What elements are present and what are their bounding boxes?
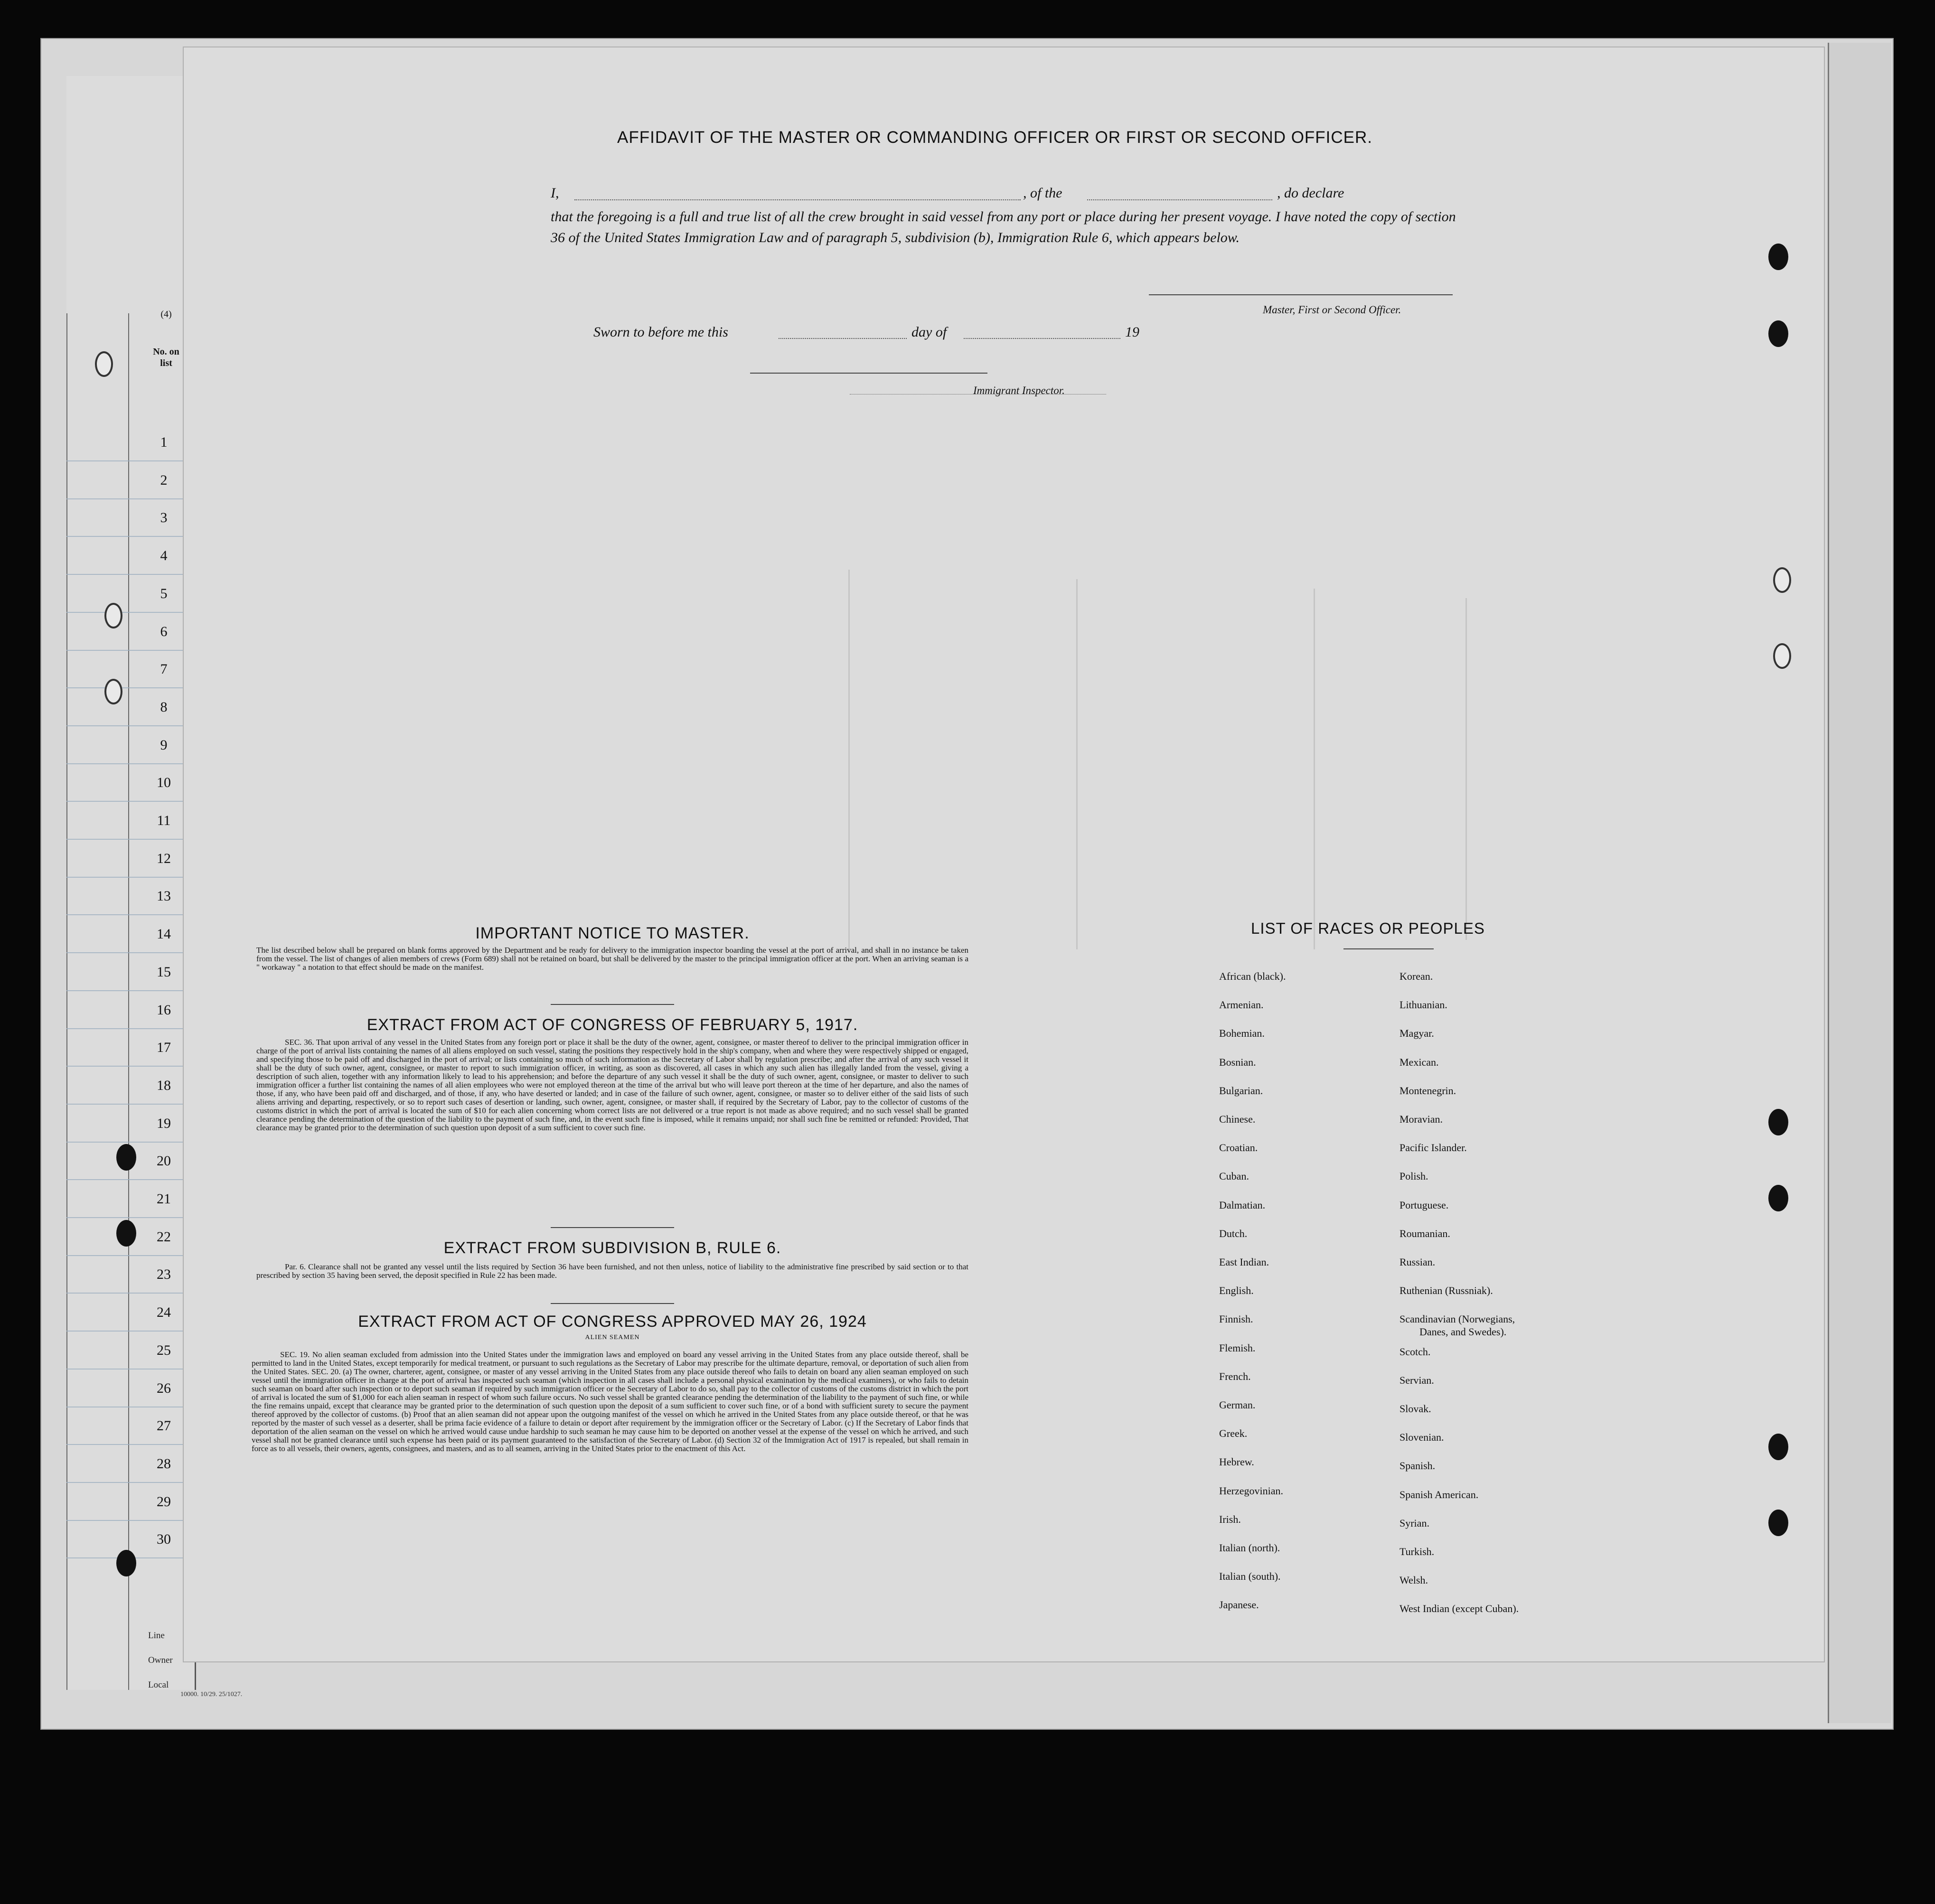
row-rule bbox=[66, 801, 195, 802]
extract-rule6-title: EXTRACT FROM SUBDIVISION B, RULE 6. bbox=[443, 1239, 781, 1257]
row-rule bbox=[66, 839, 195, 840]
row-rule bbox=[66, 1179, 195, 1180]
line-number: 29 bbox=[157, 1493, 171, 1510]
row-rule bbox=[66, 1217, 195, 1218]
race-item: Armenian. bbox=[1219, 999, 1264, 1011]
extract-1917-title: EXTRACT FROM ACT OF CONGRESS OF FEBRUARY 5, 1917. bbox=[366, 1016, 858, 1034]
race-item: Dalmatian. bbox=[1219, 1199, 1266, 1211]
race-item: Spanish. bbox=[1400, 1460, 1436, 1472]
row-rule bbox=[66, 1520, 195, 1521]
row-rule bbox=[66, 914, 195, 915]
race-item: Welsh. bbox=[1400, 1574, 1428, 1586]
race-item: Chinese. bbox=[1219, 1113, 1256, 1125]
line-number: 26 bbox=[157, 1380, 171, 1396]
notice-title: IMPORTANT NOTICE TO MASTER. bbox=[475, 924, 750, 942]
punch-hole-icon bbox=[116, 1220, 136, 1247]
race-item: Flemish. bbox=[1219, 1341, 1256, 1354]
race-item: Magyar. bbox=[1400, 1027, 1434, 1040]
race-item: Servian. bbox=[1400, 1374, 1434, 1386]
affidavit-of-the: , of the bbox=[1023, 185, 1062, 201]
punch-hole-icon bbox=[1768, 1434, 1788, 1460]
race-item: Dutch. bbox=[1219, 1227, 1248, 1239]
punch-hole-icon bbox=[1768, 320, 1788, 347]
row-rule bbox=[66, 1066, 195, 1067]
race-item: Roumanian. bbox=[1400, 1227, 1450, 1239]
race-item: Montenegrin. bbox=[1400, 1084, 1456, 1097]
divider bbox=[551, 1227, 674, 1228]
race-item: Herzegovinian. bbox=[1219, 1484, 1283, 1497]
day-of-text: day of bbox=[911, 324, 947, 340]
race-item: Japanese. bbox=[1219, 1599, 1259, 1611]
punch-hole-icon bbox=[1768, 1510, 1788, 1536]
line-number: 1 bbox=[160, 434, 168, 450]
punch-hole-icon bbox=[1768, 1185, 1788, 1211]
line-number: 20 bbox=[157, 1153, 171, 1169]
punch-hole-icon bbox=[1773, 643, 1791, 669]
inspector-label: Immigrant Inspector. bbox=[973, 385, 1065, 396]
extract-rule6-body: Par. 6. Clearance shall not be granted any vessel until the lists required by Section 36 have been furnished, and not then unless, notice of liability to the administrative fine prescribed by said section or to that prescribed by section 35 having been served, the deposit specified in Rule 22 has been made. bbox=[256, 1262, 968, 1280]
punch-hole-icon bbox=[1768, 1109, 1788, 1135]
line-number: 11 bbox=[157, 813, 171, 828]
punch-hole-icon bbox=[104, 679, 122, 704]
divider bbox=[1343, 948, 1434, 949]
line-number: 23 bbox=[157, 1266, 171, 1283]
race-item: Pacific Islander. bbox=[1400, 1142, 1467, 1154]
vessel-field-line bbox=[1087, 199, 1272, 200]
race-item: Italian (north). bbox=[1219, 1542, 1280, 1554]
line-number: 24 bbox=[157, 1304, 171, 1321]
line-number: 13 bbox=[157, 888, 171, 904]
race-item: Finnish. bbox=[1219, 1313, 1253, 1325]
race-item: English. bbox=[1219, 1285, 1254, 1297]
line-number: 30 bbox=[157, 1531, 171, 1548]
race-item: West Indian (except Cuban). bbox=[1400, 1603, 1519, 1615]
race-item: Syrian. bbox=[1400, 1517, 1429, 1529]
row-rule bbox=[66, 498, 195, 499]
signature-line bbox=[1149, 294, 1453, 295]
name-field-line bbox=[574, 199, 1021, 200]
notice-body: The list described below shall be prepared on blank forms approved by the Department and be ready for delivery to the immigration inspector boarding the vessel at the port of arrival, and shall in no instance be taken from the vessel. The list of changes of alien members of crews (Form 689) shall not be retained on board, but shall be delivered by the master to the principal immigration officer at the port. When an arriving seaman is a " workaway " a notation to that effect should be made on the manifest. bbox=[256, 946, 968, 972]
race-item: East Indian. bbox=[1219, 1256, 1269, 1268]
race-item: Slovak. bbox=[1400, 1403, 1431, 1415]
row-rule bbox=[66, 952, 195, 953]
row-rule bbox=[66, 1331, 195, 1332]
extract-1917-body: SEC. 36. That upon arrival of any vessel in the United States from any foreign port or place it shall be the duty of the owner, agent, consignee, or master thereof to deliver to the principal immigration officer in charge of the port of arrival lists containing the names of all aliens employed on such vessel, stating the positions they respectively hold in the ship's company, when and where they were respectively shipped or engaged, and specifying those to be paid off and discharged in the port of arrival; or lists containing so much of such information as the Secretary of Labor shall by regulation prescribe; and after the arrival of any such vessel it shall be the duty of such owner, agent, consignee, or master to report to such immigration officer, in writing, as soon as discovered, all cases in which any such alien has illegally landed from the vessel, giving a description of such alien, together with any information likely to lead to his apprehension; and before the departure of any such vessel it shall be the duty of such owner, agent, consignee, or master to deliver to such immigration officer a further list containing the names of all alien employees who were not employed thereon at the time of the arrival but who will leave port thereon at the time of her departure, and also the names of those, if any, who have been paid off and discharged, and of those, if any, who have deserted or landed; and in case of the failure of such owner, agent, consignee, or master so to deliver either of the said lists of such aliens arriving and departing, respectively, or so to report such cases of desertion or landing, such owner, agent, consignee, or master shall, if required by the Secretary of Labor, pay to the collector of customs of the customs district in which the port of arrival is located the sum of $10 for each alien concerning whom correct lists are not delivered or a true report is not made as above required; and no such vessel shall be granted clearance pending the determination of the question of the liability to the payment of such fine, and, in the event such fine is imposed, while it remains unpaid; nor shall such fine be remitted or refunded: Provided, That clearance may be granted prior to the determination of such question upon deposit of a sum sufficient to cover such fine. bbox=[256, 1038, 968, 1132]
line-number: 6 bbox=[160, 623, 168, 639]
row-rule bbox=[66, 574, 195, 575]
line-number: 21 bbox=[157, 1191, 171, 1207]
race-item: Croatian. bbox=[1219, 1142, 1258, 1154]
extract-1924-body: SEC. 19. No alien seaman excluded from admission into the United States under the immigration laws and employed on board any vessel arriving in the United States from any place outside thereof, shall be permitted to land in the United States, except temporarily for medical treatment, or pursuant to such regulations as the Secretary of Labor may prescribe for the ultimate departure, removal, or deportation of such alien from the United States. SEC. 20. (a) The owner, charterer, agent, consignee, or master of any vessel arriving in the United States from any place outside thereof who fails to detain on board any alien seaman employed on such vessel until the immigration officer in charge at the port of arrival has inspected such seaman (which inspection in all cases shall include a personal physical examination by the medical examiners), or who fails to detain such seaman on board after such inspection or to deport such seaman if required by such immigration officer or the Secretary of Labor to do so, shall pay to the collector of customs of the customs district in which the port of arrival is located the sum of $1,000 for each alien seaman in respect of whom such failure occurs. No such vessel shall be granted clearance pending the determination of the liability to the payment of such fine, or while the fine remains unpaid, except that clearance may be granted prior to the determination of such question upon the deposit of a sum sufficient to cover such fine, or of a bond with sufficient surety to secure the payment thereof approved by the collector of customs. (b) Proof that an alien seaman did not appear upon the outgoing manifest of the vessel on which he arrived in the United States from any place outside thereof, or that he was reported by the master of such vessel as a deserter, shall be prima facie evidence of a failure to detain or deport after requirement by the immigration officer or the Secretary of Labor. (c) If the Secretary of Labor finds that deportation of the alien seaman on the vessel on which he arrived would cause undue hardship to such seaman he may cause him to be deported on another vessel at the expense of the vessel on which he arrived, and such vessel shall not be granted clearance until such expense has been paid or its payment guaranteed to the satisfaction of the Secretary of Labor. (d) Section 32 of the Immigration Act of 1917 is repealed, but shall remain in force as to all vessels, their owners, agents, consignees, and masters, and as to all seamen, arriving in the United States prior to the enactment of this Act. bbox=[252, 1350, 968, 1453]
footer-label-owner: Owner bbox=[148, 1655, 173, 1665]
row-rule bbox=[66, 990, 195, 991]
row-rule bbox=[66, 650, 195, 651]
race-item: Slovenian. bbox=[1400, 1431, 1444, 1444]
row-rule bbox=[66, 1482, 195, 1483]
line-number: 27 bbox=[157, 1418, 171, 1434]
footer-labels bbox=[148, 1623, 173, 1698]
race-item: Italian (south). bbox=[1219, 1570, 1281, 1583]
punch-hole-icon bbox=[104, 603, 122, 628]
race-item: Mexican. bbox=[1400, 1056, 1439, 1068]
race-item: Greek. bbox=[1219, 1427, 1248, 1440]
race-item: Bosnian. bbox=[1219, 1056, 1256, 1068]
affidavit-title: AFFIDAVIT OF THE MASTER OR COMMANDING OFFICER OR FIRST OR SECOND OFFICER. bbox=[617, 128, 1373, 147]
row-rule bbox=[66, 460, 195, 461]
race-item: Cuban. bbox=[1219, 1170, 1249, 1182]
line-number: 3 bbox=[160, 510, 168, 526]
row-rule bbox=[66, 1104, 195, 1105]
line-number: 8 bbox=[160, 699, 168, 715]
line-number: 12 bbox=[157, 850, 171, 866]
day-field-line bbox=[779, 338, 907, 339]
row-rule bbox=[66, 763, 195, 764]
row-rule bbox=[66, 612, 195, 613]
race-item: Portuguese. bbox=[1400, 1199, 1449, 1211]
race-item: Scotch. bbox=[1400, 1345, 1431, 1358]
race-item: Spanish American. bbox=[1400, 1488, 1479, 1501]
master-label: Master, First or Second Officer. bbox=[1263, 304, 1401, 316]
race-item: Korean. bbox=[1400, 970, 1433, 982]
race-item: Ruthenian (Russniak). bbox=[1400, 1285, 1493, 1297]
race-item: Scandinavian (Norwegians, bbox=[1400, 1313, 1515, 1325]
affidavit-body: that the foregoing is a full and true list of all the crew brought in said vessel from any port or place during her present voyage. I have noted the copy of section 36 of the United States Immigration Law and of paragraph 5, subdivision (b), Immigration Rule 6, which appears below. bbox=[551, 209, 1456, 245]
row-rule bbox=[66, 687, 195, 688]
line-number: 22 bbox=[157, 1229, 171, 1245]
race-item: German. bbox=[1219, 1399, 1256, 1411]
line-number: 25 bbox=[157, 1342, 171, 1358]
row-rule bbox=[66, 1293, 195, 1294]
divider bbox=[551, 1004, 674, 1005]
race-item: Polish. bbox=[1400, 1170, 1428, 1182]
line-number: 14 bbox=[157, 926, 171, 942]
line-number: 15 bbox=[157, 964, 171, 980]
line-number: 9 bbox=[160, 737, 168, 753]
race-item: Russian. bbox=[1400, 1256, 1436, 1268]
line-number: 18 bbox=[157, 1077, 171, 1093]
races-title: LIST OF RACES OR PEOPLES bbox=[1251, 919, 1485, 937]
extract-1924-title: EXTRACT FROM ACT OF CONGRESS APPROVED MAY 26, 1924 bbox=[358, 1313, 867, 1331]
race-item: Turkish. bbox=[1400, 1546, 1435, 1557]
line-number: 16 bbox=[157, 1002, 171, 1018]
right-page-edge bbox=[1828, 43, 1891, 1723]
punch-hole-icon bbox=[116, 1144, 136, 1171]
affidavit-declare: , do declare bbox=[1277, 185, 1344, 201]
line-number: 10 bbox=[157, 775, 171, 791]
race-item: Bulgarian. bbox=[1219, 1084, 1263, 1097]
race-item: Hebrew. bbox=[1219, 1456, 1254, 1468]
line-number: 28 bbox=[157, 1455, 171, 1472]
line-number: 5 bbox=[160, 585, 168, 601]
column-label: No. on list bbox=[153, 347, 179, 368]
affidavit-i: I, bbox=[551, 185, 559, 201]
punch-hole-icon bbox=[1768, 244, 1788, 270]
punch-hole-icon bbox=[116, 1550, 136, 1576]
race-item: African (black). bbox=[1219, 970, 1286, 982]
row-rule bbox=[66, 536, 195, 537]
row-rule bbox=[66, 1444, 195, 1445]
line-number: 2 bbox=[160, 472, 168, 488]
footer-label-local: Local bbox=[148, 1680, 169, 1690]
print-code: 10000. 10/29. 25/1027. bbox=[180, 1691, 243, 1698]
extract-1924-subtitle: ALIEN SEAMEN bbox=[585, 1334, 640, 1341]
race-item: Irish. bbox=[1219, 1513, 1241, 1525]
line-number: 17 bbox=[157, 1040, 171, 1056]
race-item: Bohemian. bbox=[1219, 1027, 1265, 1040]
sworn-text: Sworn to before me this bbox=[593, 324, 728, 340]
row-rule bbox=[66, 1142, 195, 1143]
race-item: French. bbox=[1219, 1370, 1251, 1382]
row-rule bbox=[66, 1255, 195, 1256]
column-number: (4) bbox=[160, 309, 172, 319]
line-number: 19 bbox=[157, 1115, 171, 1131]
month-field-line bbox=[964, 338, 1120, 339]
row-rule bbox=[66, 1028, 195, 1029]
race-item: Moravian. bbox=[1400, 1113, 1443, 1125]
race-item: Danes, and Swedes). bbox=[1419, 1326, 1507, 1338]
line-number: 4 bbox=[160, 548, 168, 564]
punch-hole-icon bbox=[95, 351, 113, 377]
year-text: 19 bbox=[1125, 324, 1139, 340]
punch-hole-icon bbox=[1773, 567, 1791, 593]
footer-label-line: Line bbox=[148, 1631, 165, 1641]
line-number: 7 bbox=[160, 661, 168, 677]
row-rule bbox=[66, 877, 195, 878]
inspector-signature-line bbox=[750, 373, 987, 374]
race-item: Lithuanian. bbox=[1400, 999, 1447, 1011]
row-rule bbox=[66, 725, 195, 726]
divider bbox=[551, 1303, 674, 1304]
